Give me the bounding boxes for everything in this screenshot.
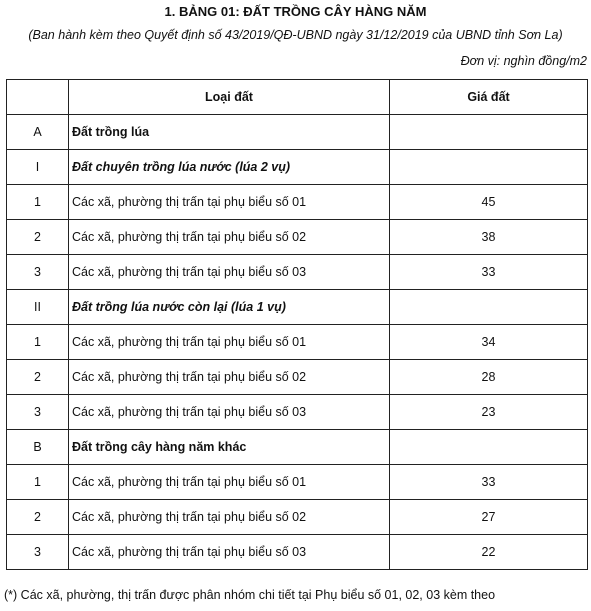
row-index: A xyxy=(7,115,69,150)
row-price: 38 xyxy=(390,220,588,255)
row-index: I xyxy=(7,150,69,185)
row-index: 1 xyxy=(7,325,69,360)
header-land-type: Loại đất xyxy=(69,80,390,115)
unit-label: Đơn vị: nghìn đồng/m2 xyxy=(460,54,587,68)
row-price: 28 xyxy=(390,360,588,395)
row-price: 27 xyxy=(390,500,588,535)
row-land-type: Các xã, phường thị trấn tại phụ biểu số 02 xyxy=(69,360,390,395)
table-row xyxy=(7,115,588,150)
row-land-type: Các xã, phường thị trấn tại phụ biểu số 03 xyxy=(69,255,390,290)
table-row xyxy=(7,465,588,500)
row-index: B xyxy=(7,430,69,465)
footnote: (*) Các xã, phường, thị trấn được phân nhóm chi tiết tại Phụ biểu số 01, 02, 03 kèm theo xyxy=(4,588,496,602)
row-land-type: Các xã, phường thị trấn tại phụ biểu số 01 xyxy=(69,325,390,360)
row-land-type: Đất chuyên trồng lúa nước (lúa 2 vụ) xyxy=(69,150,390,185)
header-index xyxy=(7,80,69,115)
row-land-type: Đất trồng cây hàng năm khác xyxy=(69,430,390,465)
table-row xyxy=(7,430,588,465)
row-land-type: Các xã, phường thị trấn tại phụ biểu số 01 xyxy=(69,185,390,220)
row-price: 22 xyxy=(390,535,588,570)
table-row xyxy=(7,325,588,360)
row-index: 3 xyxy=(7,535,69,570)
row-index: 3 xyxy=(7,395,69,430)
table-row xyxy=(7,150,588,185)
row-land-type: Các xã, phường thị trấn tại phụ biểu số 01 xyxy=(69,465,390,500)
row-index: 2 xyxy=(7,360,69,395)
row-price: 23 xyxy=(390,395,588,430)
table-body xyxy=(7,115,588,570)
row-land-type: Đất trồng lúa xyxy=(69,115,390,150)
table-row xyxy=(7,535,588,570)
row-price xyxy=(390,115,588,150)
row-index: 2 xyxy=(7,500,69,535)
table-row xyxy=(7,360,588,395)
table-row xyxy=(7,290,588,325)
table-row xyxy=(7,500,588,535)
row-price xyxy=(390,150,588,185)
row-index: 1 xyxy=(7,465,69,500)
row-land-type: Các xã, phường thị trấn tại phụ biểu số 02 xyxy=(69,220,390,255)
row-land-type: Các xã, phường thị trấn tại phụ biểu số 02 xyxy=(69,500,390,535)
row-index: 3 xyxy=(7,255,69,290)
document-title: 1. BẢNG 01: ĐẤT TRỒNG CÂY HÀNG NĂM xyxy=(164,4,427,19)
table-row xyxy=(7,395,588,430)
table-row xyxy=(7,220,588,255)
header-land-price: Giá đất xyxy=(390,80,588,115)
row-land-type: Các xã, phường thị trấn tại phụ biểu số 03 xyxy=(69,535,390,570)
table-header-row xyxy=(7,80,588,115)
row-price: 33 xyxy=(390,255,588,290)
row-price xyxy=(390,290,588,325)
row-index: 2 xyxy=(7,220,69,255)
row-index: 1 xyxy=(7,185,69,220)
row-price xyxy=(390,430,588,465)
table-row xyxy=(7,255,588,290)
row-land-type: Các xã, phường thị trấn tại phụ biểu số 03 xyxy=(69,395,390,430)
row-price: 33 xyxy=(390,465,588,500)
row-land-type: Đất trồng lúa nước còn lại (lúa 1 vụ) xyxy=(69,290,390,325)
table-row xyxy=(7,185,588,220)
land-price-table xyxy=(6,79,588,570)
document-subtitle: (Ban hành kèm theo Quyết định số 43/2019/QĐ-UBND ngày 31/12/2019 của UBND tỉnh Sơn La) xyxy=(28,28,563,42)
row-price: 45 xyxy=(390,185,588,220)
row-price: 34 xyxy=(390,325,588,360)
row-index: II xyxy=(7,290,69,325)
